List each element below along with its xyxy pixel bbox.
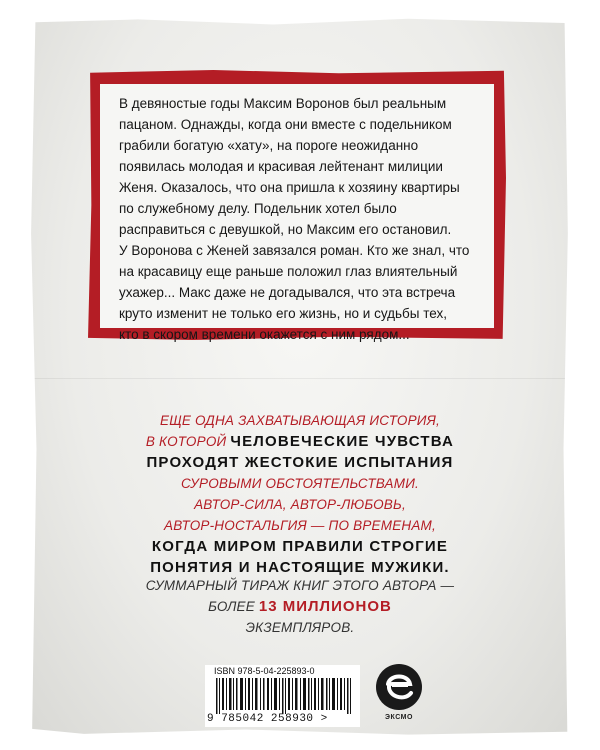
circulation-note: [130, 575, 470, 638]
annotation-line: У Воронова с Женей завязался роман. Кто же знал, что: [119, 243, 470, 258]
annotation-line: грабили богатую «хату», на пороге неожиданно: [119, 138, 419, 153]
tagline-line: ЕЩЕ ОДНА ЗАХВАТЫВАЮЩАЯ ИСТОРИЯ,: [160, 413, 440, 428]
promo-tagline: [90, 410, 510, 578]
annotation-line: В девяностые годы Максим Воронов был реальным: [119, 96, 447, 111]
annotation-line: круто изменит не только его жизнь, но и судьбы тех,: [119, 306, 447, 321]
annotation-line: Женя. Оказалось, что она пришла к хозяину квартиры: [119, 180, 460, 195]
tagline-emphasis: ПРОХОДЯТ ЖЕСТОКИЕ ИСПЫТАНИЯ: [146, 454, 454, 471]
barcode-icon: [214, 678, 354, 714]
tagline-line: АВТОР-СИЛА, АВТОР-ЛЮБОВЬ,: [194, 497, 406, 512]
circulation-line: [130, 596, 470, 617]
annotation-line: ухажер... Макс даже не догадывался, что эта встреча: [119, 285, 456, 300]
annotation-line: кто в скором времени окажется с ним рядом...: [119, 327, 410, 342]
book-annotation: [119, 93, 470, 345]
annotation-line: по служебному делу. Подельник хотел было: [119, 201, 397, 216]
tagline-emphasis: ЧЕЛОВЕЧЕСКИЕ ЧУВСТВА: [230, 433, 455, 450]
tagline-line: [90, 431, 510, 452]
annotation-line: появилась молодая и красивая лейтенант милиции: [119, 159, 443, 174]
isbn-label: ISBN 978-5-04-225893-0: [214, 666, 315, 676]
tagline-fragment: В КОТОРОЙ: [145, 434, 231, 449]
tagline-line: СУРОВЫМИ ОБСТОЯТЕЛЬСТВАМИ.: [180, 476, 420, 491]
barcode-digits: 9 785042 258930 >: [207, 713, 328, 725]
circulation-figure: 13 МИЛЛИОНОВ: [258, 598, 392, 615]
tagline-emphasis: КОГДА МИРОМ ПРАВИЛИ СТРОГИЕ: [151, 538, 449, 555]
circulation-line: СУММАРНЫЙ ТИРАЖ КНИГ ЭТОГО АВТОРА —: [145, 578, 455, 593]
annotation-line: на красавицу еще раньше положил глаз влиятельный: [119, 264, 458, 279]
tagline-line: АВТОР-НОСТАЛЬГИЯ — ПО ВРЕМЕНАМ,: [164, 518, 436, 533]
circulation-fragment: БОЛЕЕ: [208, 599, 259, 614]
annotation-line: пацаном. Однажды, когда они вместе с подельником: [119, 117, 452, 132]
circulation-line: ЭКЗЕМПЛЯРОВ.: [245, 620, 355, 635]
annotation-line: расправиться с девушкой, но Максим его остановил.: [119, 222, 452, 237]
publisher-name: ЭКСМО: [385, 714, 413, 721]
publisher-logo-icon: [374, 662, 424, 714]
tagline-emphasis: ПОНЯТИЯ И НАСТОЯЩИЕ МУЖИКИ.: [150, 559, 450, 576]
